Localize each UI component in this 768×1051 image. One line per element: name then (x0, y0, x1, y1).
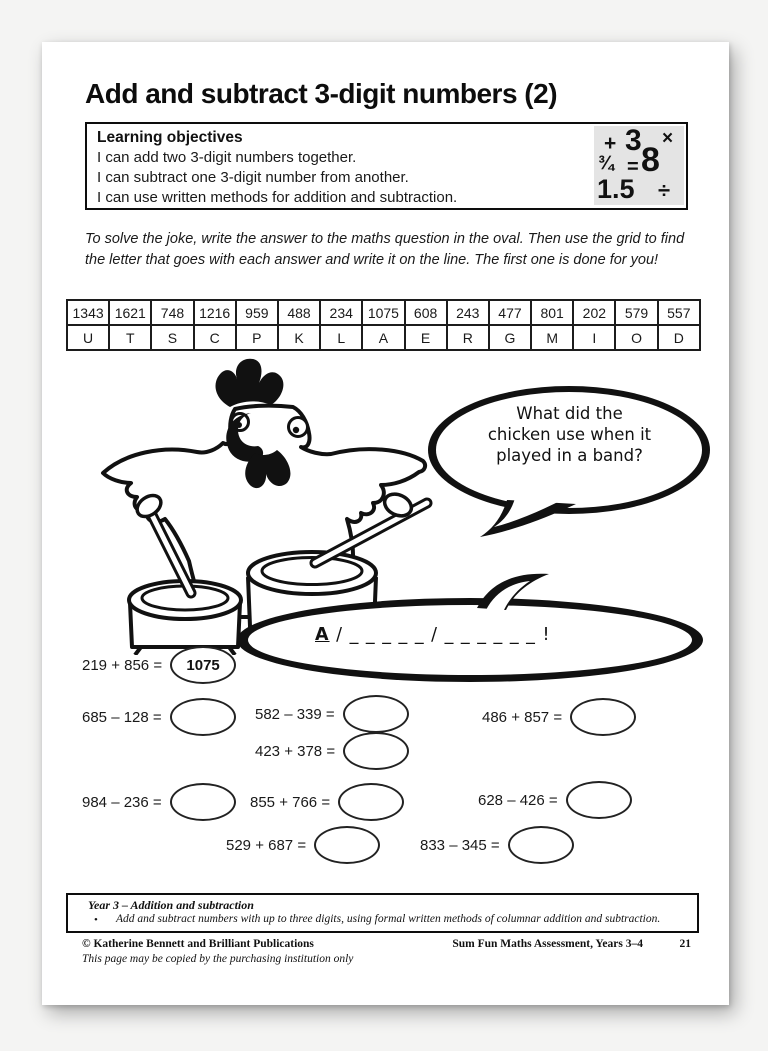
grid-number-cell: 202 (573, 300, 615, 325)
right-eye (289, 418, 308, 437)
grid-number-cell: 608 (405, 300, 447, 325)
equation-expression: 685 – 128 = (82, 708, 162, 726)
grid-number-cell: 1621 (109, 300, 151, 325)
answer-oval[interactable] (508, 826, 574, 864)
decimal-symbol: 1.5 (597, 174, 635, 204)
eight-symbol: 8 (641, 141, 660, 179)
equation-row (82, 646, 236, 684)
answer-oval[interactable] (566, 781, 632, 819)
series-title: Sum Fun Maths Assessment, Years 3–4 (452, 938, 643, 950)
multiply-symbol: × (662, 128, 674, 149)
grid-letter-cell: P (236, 325, 278, 350)
grid-letter-cell: L (320, 325, 362, 350)
comb (215, 359, 283, 407)
equation-expression: 486 + 857 = (482, 708, 563, 726)
joke-question-line: played in a band? (496, 446, 643, 465)
answer-bubble (237, 570, 707, 700)
equation-expression: 855 + 766 = (250, 793, 331, 811)
grid-letter-cell: U (67, 325, 109, 350)
license-text: This page may be copied by the purchasing institution only (82, 953, 354, 965)
answer-oval[interactable] (314, 826, 380, 864)
objective-line: I can use written methods for addition and subtraction. (97, 189, 458, 206)
joke-answer-first-letter: A (315, 625, 330, 645)
equals-symbol: = (627, 156, 639, 178)
grid-number-cell: 801 (531, 300, 573, 325)
grid-number-cell: 557 (658, 300, 700, 325)
answer-oval[interactable]: 1075 (170, 646, 236, 684)
equation-expression: 984 – 236 = (82, 793, 162, 811)
equation-row (482, 698, 636, 736)
grid-number-row (67, 300, 700, 325)
answer-letter-grid (66, 299, 701, 351)
grid-letter-cell: D (658, 325, 700, 350)
grid-letter-cell: G (489, 325, 531, 350)
grid-number-cell: 477 (489, 300, 531, 325)
objective-line: I can subtract one 3-digit number from another. (97, 169, 409, 186)
grid-number-cell: 748 (151, 300, 193, 325)
bullet-point: • (94, 914, 98, 926)
equation-expression: 833 – 345 = (420, 836, 500, 854)
plus-symbol: + (604, 132, 617, 155)
equation-expression: 628 – 426 = (478, 791, 558, 809)
grid-letter-cell: K (278, 325, 320, 350)
equation-row (255, 732, 409, 770)
worksheet-page (42, 42, 729, 1005)
answer-oval[interactable] (338, 783, 404, 821)
joke-answer-line[interactable] (315, 625, 675, 645)
grid-number-cell: 959 (236, 300, 278, 325)
equation-row (250, 783, 404, 821)
three-symbol: 3 (625, 124, 642, 157)
curriculum-heading: Year 3 – Addition and subtraction (88, 898, 254, 912)
page-title: Add and subtract 3-digit numbers (2) (85, 78, 558, 109)
maths-symbols-graphic (594, 126, 684, 205)
page-number: 21 (679, 938, 691, 950)
speech-bubble (422, 378, 717, 568)
grid-letter-cell: O (615, 325, 657, 350)
grid-letter-cell: T (109, 325, 151, 350)
equation-expression: 582 – 339 = (255, 705, 335, 723)
answer-oval[interactable] (343, 695, 409, 733)
learning-objectives-text (97, 128, 577, 208)
right-pupil (293, 427, 299, 433)
grid-letter-cell: M (531, 325, 573, 350)
answer-oval[interactable] (343, 732, 409, 770)
grid-letter-cell: C (194, 325, 236, 350)
grid-number-cell: 488 (278, 300, 320, 325)
answer-oval[interactable] (570, 698, 636, 736)
equation-row (82, 783, 236, 821)
learning-objectives-heading: Learning objectives (97, 129, 243, 146)
equation-row (420, 826, 574, 864)
grid-letter-cell: S (151, 325, 193, 350)
grid-letter-cell: A (362, 325, 404, 350)
grid-number-cell: 1216 (194, 300, 236, 325)
grid-letter-cell: I (573, 325, 615, 350)
equation-row (82, 698, 236, 736)
objective-line: I can add two 3-digit numbers together. (97, 149, 357, 166)
curriculum-box (66, 893, 699, 933)
grid-letter-cell: R (447, 325, 489, 350)
fraction-symbol: ¾ (598, 153, 614, 174)
grid-number-cell: 234 (320, 300, 362, 325)
copyright-text: © Katherine Bennett and Brilliant Publications (82, 938, 314, 950)
grid-letter-row (67, 325, 700, 350)
equation-row (255, 695, 409, 733)
curriculum-point: Add and subtract numbers with up to three digits, using formal written methods of columnar addition and subtraction. (116, 913, 661, 925)
grid-number-cell: 1075 (362, 300, 404, 325)
grid-number-cell: 243 (447, 300, 489, 325)
joke-answer-blanks: / _ _ _ _ _ / _ _ _ _ _ _ ! (329, 625, 551, 645)
joke-question-line: chicken use when it (487, 425, 652, 444)
answer-oval[interactable] (170, 698, 236, 736)
equation-expression: 423 + 378 = (255, 742, 336, 760)
divide-symbol: ÷ (658, 178, 671, 203)
grid-letter-cell: E (405, 325, 447, 350)
joke-question-line: What did the (516, 404, 623, 423)
learning-objectives-box (85, 122, 688, 210)
answer-oval[interactable] (170, 783, 236, 821)
equation-expression: 219 + 856 = (82, 656, 163, 674)
equation-row (478, 781, 632, 819)
equation-expression: 529 + 687 = (226, 836, 307, 854)
grid-number-cell: 579 (615, 300, 657, 325)
grid-number-cell: 1343 (67, 300, 109, 325)
joke-question (422, 403, 717, 466)
equation-row (226, 826, 380, 864)
instructions-text: To solve the joke, write the answer to the maths question in the oval. Then use the grid to find the letter that goes with each answer and write it on the line. The first one is done for you! (85, 231, 685, 269)
